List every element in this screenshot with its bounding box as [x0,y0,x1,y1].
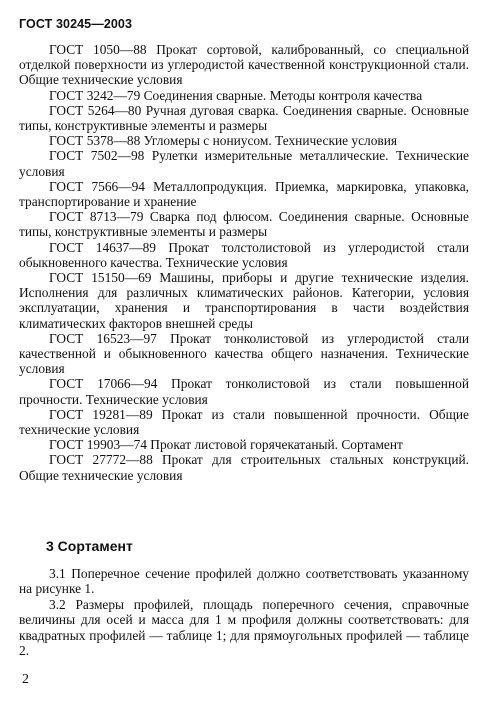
reference-item: ГОСТ 19281—89 Прокат из стали повышенной прочности. Общие технические условия [19,406,469,438]
reference-item: ГОСТ 5264—80 Ручная дуговая сварка. Соединения сварные. Основные типы, конструктивные элементы и размеры [19,102,469,134]
reference-item: ГОСТ 27772—88 Прокат для строительных стальных конструкций. Общие технические условия [19,452,469,483]
reference-item: ГОСТ 7566—94 Металлопродукция. Приемка, маркировка, упаковка, транспортирование и хранение [19,178,469,210]
reference-item: ГОСТ 8713—79 Сварка под флюсом. Соединения сварные. Основные типы, конструктивные элементы и размеры [19,209,469,240]
reference-item: ГОСТ 14637—89 Прокат толстолистовой из углеродистой стали обыкновенного качества. Технические условия [19,239,469,270]
section-paragraph: 3.2 Размеры профилей, площадь поперечного сечения, справочные величины для осей и масса для 1 м профиля должны соответствовать: для квадратных профилей — таблице 1; для прямоугольных профилей — таблице 2. [19,596,469,659]
reference-item: ГОСТ 19903—74 Прокат листовой горячекатаный. Сортамент [49,437,403,453]
page-number: 2 [22,672,29,687]
section-body [19,566,469,658]
reference-item: ГОСТ 5378—88 Угломеры с нониусом. Технические условия [49,133,398,149]
section-heading: 3 Сортамент [46,538,133,554]
reference-item: ГОСТ 17066—94 Прокат тонколистовой из стали повышенной прочности. Технические условия [19,376,469,407]
reference-item: ГОСТ 7502—98 Рулетки измерительные металлические. Технические условия [19,148,469,179]
reference-item: ГОСТ 1050—88 Прокат сортовой, калиброванный, со специальной отделкой поверхности из углеродистой качественной конструкционной стали. Общие технические условия [19,42,469,88]
document-header: ГОСТ 30245—2003 [19,17,133,31]
normative-references-list [19,42,469,483]
reference-item: ГОСТ 15150—69 Машины, приборы и другие технические изделия. Исполнения для различных климатических районов. Категории, условия эксплуатации, хранения и транспортирования в части воздействия климатических факторов внешней среды [19,270,469,331]
section-paragraph: 3.1 Поперечное сечение профилей должно соответствовать указанному на рисунке 1. [19,566,469,597]
reference-item: ГОСТ 16523—97 Прокат тонколистовой из углеродистой стали качественной и обыкновенного качества общего назначения. Технические условия [19,330,469,377]
reference-item: ГОСТ 3242—79 Соединения сварные. Методы контроля качества [49,87,423,103]
